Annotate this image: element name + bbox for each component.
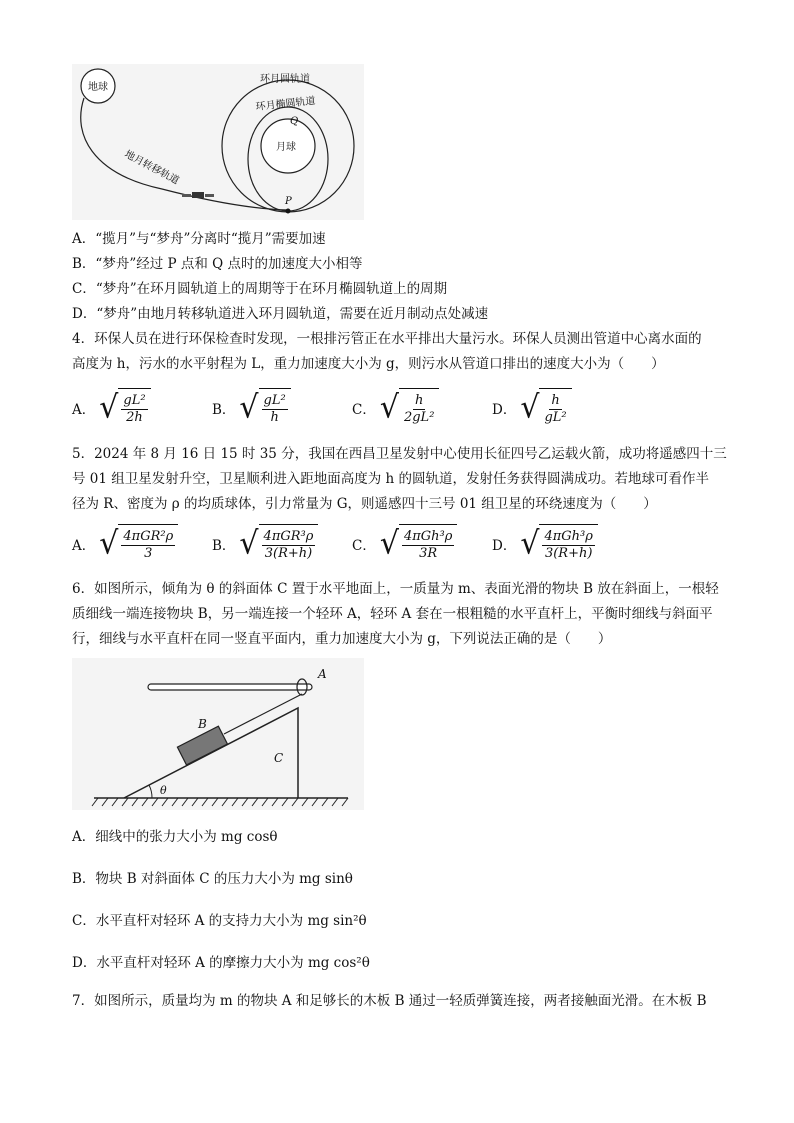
theta-label: θ (160, 784, 167, 797)
p-point-label: P (285, 196, 292, 207)
block-b-label: B (198, 717, 207, 731)
horizontal-rod (148, 684, 312, 690)
p-point (286, 209, 291, 214)
earth-label: 地球 (88, 82, 108, 93)
q4-stem-line1: 4．环保人员在进行环保检查时发现，一根排污管正在水平排出大量污水。环保人员测出管道中心离水面的 (72, 331, 702, 347)
q4-option-d: D． √ $\frac{h}{\text{gL²}}$ (492, 384, 572, 432)
q4-option-c: C． √ $\frac{h}{\text{2gL²}}$ (352, 384, 439, 432)
q5-option-a: A． √ $\frac{\text{4πGR²ρ}}{3}$ (72, 520, 178, 568)
string-line (224, 694, 302, 734)
circle-orbit-label: 环月圆轨道 (260, 74, 310, 85)
ellipse-orbit-label: 环月椭圆轨道 (255, 95, 316, 113)
transfer-orbit-label: 地月转移轨道 (122, 148, 181, 187)
incline-c-label: C (274, 751, 284, 765)
q6-option-a: A．细线中的张力大小为 mg cosθ (72, 829, 278, 845)
theta-arc (149, 785, 152, 798)
q3-option-a: A．“揽月”与“梦舟”分离时“揽月”需要加速 (72, 231, 326, 247)
spacecraft-icon (182, 192, 214, 198)
q4-option-a: A． √ $\frac{\text{gL²}}{2h}$ (72, 384, 151, 432)
ground-hatch (92, 798, 348, 806)
q5-stem-line1: 5．2024 年 8 月 16 日 15 时 35 分，我国在西昌卫星发射中心使用长征四号乙运载火箭，成功将遥感四十三 (72, 446, 727, 462)
q-point-label: Q (290, 116, 299, 127)
incline-figure (72, 658, 364, 810)
moon-label: 月球 (276, 142, 296, 153)
q6-option-b: B．物块 B 对斜面体 C 的压力大小为 mg sinθ (72, 871, 353, 887)
q6-stem-line1: 6．如图所示，倾角为 θ 的斜面体 C 置于水平地面上，一质量为 m、表面光滑的物块 B 放在斜面上，一根轻 (72, 581, 719, 597)
q5-stem-line2: 号 01 组卫星发射升空，卫星顺利进入距地面高度为 h 的圆轨道，发射任务获得圆满成功。若地球可看作半 (72, 471, 710, 487)
q5-option-c: C． √ $\frac{\text{4πGh³ρ}}{3R}$ (352, 520, 457, 568)
transfer-orbit-path (81, 98, 288, 210)
q6-option-c: C．水平直杆对轻环 A 的支持力大小为 mg sin²θ (72, 913, 367, 929)
q5-option-d: D． √ $\frac{\text{4πGh³ρ}}{3(R+h)}$ (492, 520, 598, 568)
q3-option-b: B．“梦舟”经过 P 点和 Q 点时的加速度大小相等 (72, 256, 363, 272)
q7-stem-line1: 7．如图所示，质量均为 m 的物块 A 和足够长的木板 B 通过一轻质弹簧连接，两者接触面光滑。在木板 B (72, 993, 707, 1009)
orbit-figure (72, 64, 364, 220)
q6-stem-line2: 质细线一端连接物块 B，另一端连接一个轻环 A，轻环 A 套在一根粗糙的水平直杆上，平衡时细线与斜面平 (72, 606, 713, 622)
q4-stem-line2: 高度为 h，污水的水平射程为 L，重力加速度大小为 g，则污水从管道口排出的速度大小为（ ） (72, 356, 665, 372)
block-b (177, 726, 227, 765)
ring-a-label: A (318, 667, 327, 681)
q3-option-d: D．“梦舟”由地月转移轨道进入环月圆轨道，需要在近月制动点处减速 (72, 306, 489, 322)
q5-option-b: B． √ $\frac{\text{4πGR³ρ}}{3(R+h)}$ (212, 520, 318, 568)
q4-option-b: B． √ $\frac{\text{gL²}}{h}$ (212, 384, 291, 432)
q6-stem-line3: 行，细线与水平直杆在同一竖直平面内，重力加速度大小为 g，下列说法正确的是（ ） (72, 631, 612, 647)
q3-option-c: C．“梦舟”在环月圆轨道上的周期等于在环月椭圆轨道上的周期 (72, 281, 448, 297)
q6-option-d: D．水平直杆对轻环 A 的摩擦力大小为 mg cos²θ (72, 955, 370, 971)
q5-stem-line3: 径为 R、密度为 ρ 的均质球体，引力常量为 G，则遥感四十三号 01 组卫星的环绕速度为（ ） (72, 496, 657, 512)
